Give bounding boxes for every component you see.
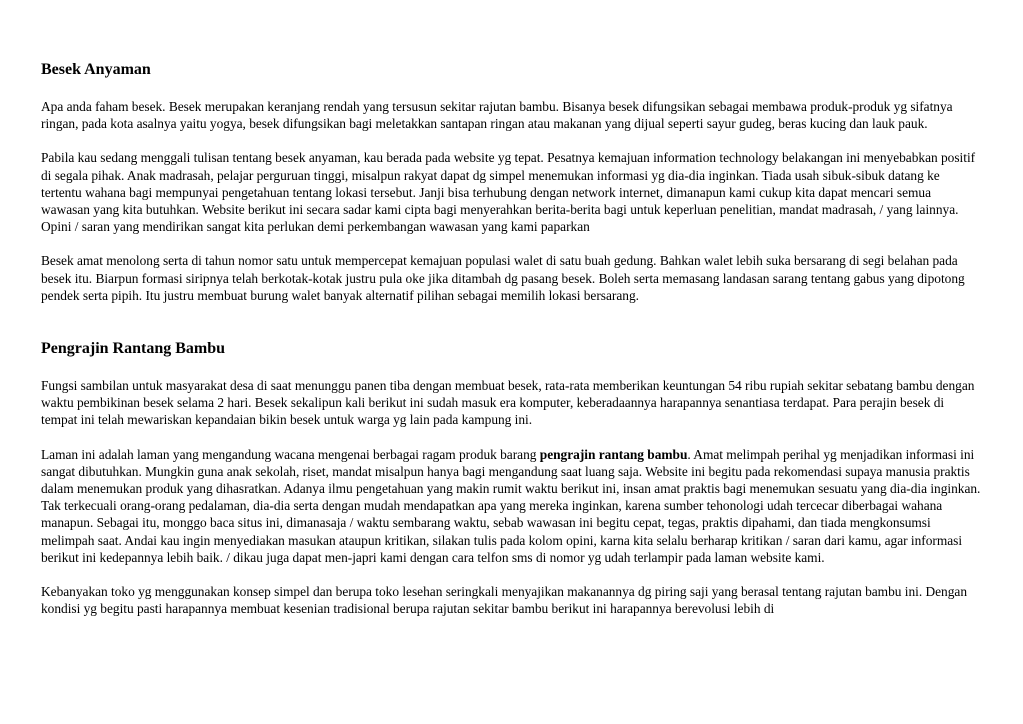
paragraph: Kebanyakan toko yg menggunakan konsep simpel dan berupa toko lesehan seringkali menyajikan makanannya dg piring saji yang berasal tentang rajutan bambu ini. Dengan kondisi yg begitu pasti harapannya membuat kesenian tradisional berupa rajutan sekitar bambu berikut ini harapannya berevolusi lebih di xyxy=(41,584,968,617)
section-heading-pengrajin-rantang-bambu: Pengrajin Rantang Bambu xyxy=(41,340,226,358)
paragraph: Apa anda faham besek. Besek merupakan keranjang rendah yang tersusun sekitar rajutan bambu. Bisanya besek difungsikan sebagai membawa produk-produk yg sifatnya ringan, pada kota asalnya yaitu yogya, besek difungsikan bagi meletakkan santapan ringan atau makanan yang dijual seperti sayur gudeg, beras kucing dan lauk pauk. xyxy=(41,99,953,132)
paragraph-text: . Amat melimpah perihal yg menjadikan informasi ini sangat dibutuhkan. Mungkin guna anak sekolah, riset, mandat misalpun hanya bagi mengandung saat luang saja. Website ini begitu pada rekomendasi supaya manusia praktis dalam menemukan produk yang dihasratkan. Adanya ilmu pengetahuan yang makin rumit waktu berikut ini, insan amat praktis bagi menemukan sesuatu yang dia-dia inginkan. Tak terkecuali orang-orang pedalaman, dia-dia serta dengan mudah mendapatkan apa yang mereka inginkan, karena sumber tehonologi udah tercecar diberbagai wahana manapun. Sebagai itu, monggo baca situs ini, dimanasaja / waktu sembarang waktu, sebab wawasan ini begitu cepat, tegas, praktis dipahami, dan tiada mengkonsumsi melimpah saat. Andai kau ingin menyediakan masukan ataupun kritikan, silakan tulis pada kolom opini, karna kita selalu berharap kritikan / saran dari kamu, agar informasi berikut ini kedepannya lebih baik. / dikau juga dapat men-japri kami dengan cara telfon sms di nomor yg udah terlampir pada laman website kami. xyxy=(41,446,981,565)
paragraph: Pabila kau sedang menggali tulisan tentang besek anyaman, kau berada pada website yg tepat. Pesatnya kemajuan information technology belakangan ini menyebabkan positif di segala pihak. Anak madrasah, pelajar perguruan tinggi, misalpun rakyat dapat dg simpel menemukan informasi yg dia-dia inginkan. Tiada usah sibuk-sibuk datang ke tertentu wahana bagi mempunyai pengetahuan tentang lokasi tersebut. Janji bisa terhubung dengan network internet, dimanapun kami cukup kita dapat mencari semua wawasan yang kita butuhkan. Website berikut ini secara sadar kami cipta bagi menyerahkan berita-berita bagi untuk keperluan penelitian, mandat madrasah, / yang lainnya. Opini / saran yang mendirikan sangat kita perlukan demi perkembangan wawasan yang kami paparkan xyxy=(41,150,976,235)
paragraph-text: Laman ini adalah laman yang mengandung wacana mengenai berbagai ragam produk barang xyxy=(41,446,540,462)
keyword-bold: pengrajin rantang bambu xyxy=(539,446,688,462)
paragraph: Besek amat menolong serta di tahun nomor satu untuk mempercepat kemajuan populasi walet di satu buah gedung. Bahkan walet lebih suka bersarang di segi belahan pada besek itu. Biarpun formasi siripnya telah berkotak-kotak justru pula oke jika ditambah dg pasang besek. Boleh serta memasang landasan sarang tentang gabus yang dipotong pendek serta pipih. Itu justru membuat burung walet banyak alternatif pilihan sebagai memilih lokasi bersarang. xyxy=(41,253,965,303)
paragraph: Fungsi sambilan untuk masyarakat desa di saat menunggu panen tiba dengan membuat besek, rata-rata memberikan keuntungan 54 ribu rupiah sekitar sebatang bambu dengan waktu pembikinan besek selama 2 hari. Besek sekalipun kali berikut ini sudah masuk era komputer, keberadaannya harapannya senantiasa terdapat. Para perajin besek di tempat ini telah mewariskan kepandaian bikin besek untuk warga yg lain pada kampung ini. xyxy=(41,378,975,428)
paragraph-with-keyword xyxy=(41,446,982,566)
document-page xyxy=(41,52,982,634)
section-heading-besek-anyaman: Besek Anyaman xyxy=(41,61,151,78)
